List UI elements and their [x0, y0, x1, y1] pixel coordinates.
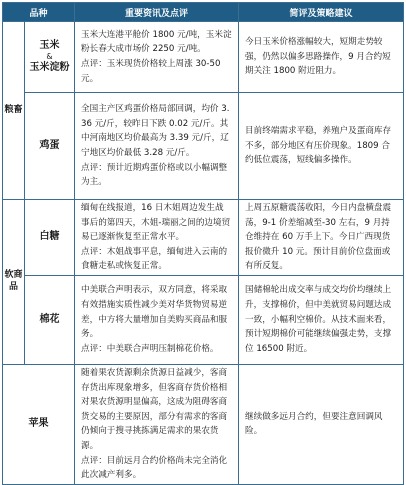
- news-cell: [75, 22, 239, 93]
- table-row: [3, 275, 404, 364]
- table-row: [3, 22, 404, 93]
- news-text: 玉米大连港平舱价 1800 元/吨，玉米淀粉长春大成市场价 2250 元/吨。: [81, 29, 232, 55]
- table-row: [3, 93, 404, 200]
- news-cell: [75, 275, 239, 364]
- category-grain: [3, 22, 25, 200]
- product-cell-corn: [25, 22, 75, 93]
- strategy-cell: 上周五原糖震荡收阳，今日内盘横盘震荡，9-1 价差缩减至-30 左右，9 月持仓维持在 60 万手上下。今日广西现货报价微升 10 元。预计目前价位盘面或有所反复。: [239, 200, 404, 276]
- product-name: 玉米: [39, 39, 60, 51]
- news-cell: [75, 200, 239, 276]
- table-header-row: [3, 3, 404, 22]
- news-comment: 点评：预计近期鸡蛋价格或以小幅调整为主。: [81, 162, 228, 188]
- news-text: 随着果农货源剩余货源日益减少，客商存货出库现象增多，但客商存货价格相对果农货源明显偏高，这成为阻碍客商货交易的主要原因，部分有需求的客商仍倾向于搜寻挑拣满足需求的果农货源。: [81, 367, 228, 451]
- product-cell-cotton: 棉花: [25, 275, 75, 364]
- product-name-2: 玉米淀粉: [29, 62, 70, 73]
- news-text: 缅甸在线报道，16 日木姐周边发生战事后的第四天，木姐-瑞丽之间的边境贸易已逐渐恢复至正常水平。: [81, 203, 231, 243]
- product-cell-sugar: 白糖: [25, 200, 75, 276]
- product-cell-apple: 苹果: [3, 364, 75, 484]
- news-cell: [75, 93, 239, 200]
- strategy-cell: 继续做多远月合约，但要注意回调风险。: [239, 364, 404, 484]
- news-comment: 点评：目前远月合约价格尚未完全消化此次减产利多。: [81, 455, 228, 481]
- news-cell: [75, 364, 239, 484]
- news-text: 全国主产区鸡蛋价格局部回调，均价 3.36 元/斤，较昨日下跌 0.02 元/斤。其中河南地区均价最高为 3.39 元/斤，辽宁地区均价最低 3.28 元/斤。: [81, 104, 230, 158]
- header-news: 重要资讯及点评: [75, 3, 239, 22]
- news-comment: 点评：中美联合声明压制棉花价格。: [81, 343, 219, 354]
- category-soft: [3, 200, 25, 365]
- news-comment: 点评：玉米现货价格较上周涨 30-50 元。: [81, 59, 221, 84]
- product-amp: &: [46, 52, 53, 61]
- category-soft-label: 软商品: [4, 270, 23, 292]
- strategy-cell: 今日玉米价格涨幅较大，短期走势较强，仍然以偏多思路操作，9 月合约短期关注 1800 附近阻力。: [239, 22, 404, 93]
- table-row: [3, 364, 404, 484]
- header-variety: 品种: [3, 3, 75, 22]
- news-text: 中美联合声明表示，双方同意，将采取有效措施实质性减少美对华货物贸易逆差，中方将大量增加自美购买商品和服务。: [81, 285, 228, 340]
- strategy-cell: 目前终端需求平稳，养殖户及蛋商库存不多，部分地区有压价现象。1809 合约低位震荡，短线偏多操作。: [239, 93, 404, 200]
- category-grain-label: 粮畜: [4, 104, 23, 115]
- strategy-cell: 国储棉轮出成交率与成交均价均继续上升，支撑棉价，但中美就贸易问题达成一致，小幅利空棉价。从技术面来看，预计短期棉价可能继续偏强走势，支撑位 16500 附近。: [239, 275, 404, 364]
- header-strategy: 简评及策略建议: [239, 3, 404, 22]
- news-comment: 点评：木姐战事平息，缅甸进入云南的食糖走私或恢复正常。: [81, 246, 228, 272]
- product-cell-eggs: 鸡蛋: [25, 93, 75, 200]
- commodity-strategy-table: [2, 2, 404, 485]
- table-row: [3, 200, 404, 276]
